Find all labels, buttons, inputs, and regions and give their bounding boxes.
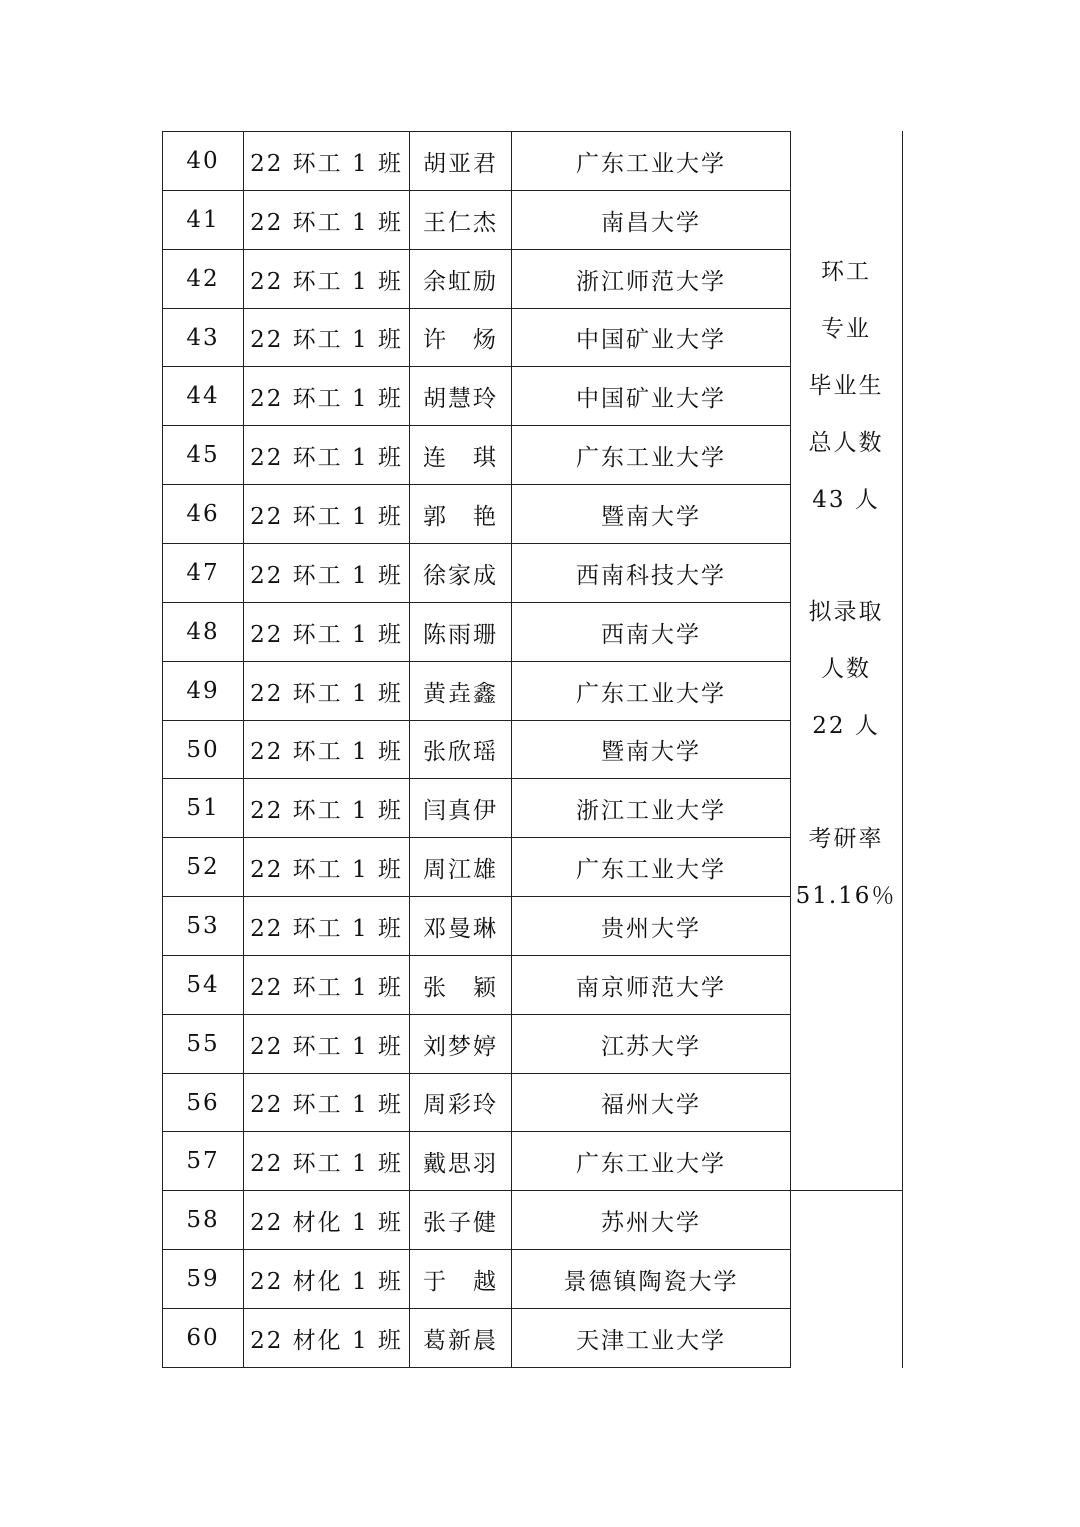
class-name: 22 环工 1 班 <box>250 739 403 765</box>
major-summary-line: 毕业生 <box>808 373 884 399</box>
row-number: 40 <box>186 148 220 174</box>
student-name: 张 颖 <box>423 974 498 1001</box>
class-name: 22 环工 1 班 <box>250 1150 403 1177</box>
row-number: 52 <box>186 854 220 880</box>
row-number: 57 <box>186 1148 220 1174</box>
class-name: 22 环工 1 班 <box>250 1033 403 1060</box>
class-name: 22 环工 1 班 <box>250 503 403 530</box>
student-name: 于 越 <box>423 1268 498 1295</box>
admitted-school: 浙江工业大学 <box>576 797 726 824</box>
student-name: 张子健 <box>423 1209 498 1236</box>
admitted-school: 贵州大学 <box>601 915 701 942</box>
student-name: 余虹励 <box>423 268 498 295</box>
row-number: 51 <box>186 795 220 821</box>
class-name: 22 环工 1 班 <box>250 327 403 353</box>
major-summary <box>790 244 902 529</box>
admitted-school: 浙江师范大学 <box>576 268 726 295</box>
row-number: 59 <box>186 1266 220 1292</box>
row-number: 47 <box>186 560 220 586</box>
admitted-school: 中国矿业大学 <box>576 385 726 412</box>
student-name: 胡亚君 <box>423 150 498 177</box>
admitted-school: 景德镇陶瓷大学 <box>563 1268 739 1295</box>
class-name: 22 环工 1 班 <box>250 268 403 295</box>
class-name: 22 环工 1 班 <box>250 856 403 883</box>
row-number: 45 <box>186 442 220 468</box>
admitted-school: 广东工业大学 <box>576 150 726 177</box>
rate-summary <box>790 811 902 925</box>
class-name: 22 环工 1 班 <box>250 444 403 471</box>
student-name: 戴思羽 <box>423 1150 498 1177</box>
row-number: 42 <box>186 266 220 292</box>
student-name: 王仁杰 <box>423 209 498 236</box>
row-number: 56 <box>186 1089 220 1116</box>
student-name: 刘梦婷 <box>423 1033 498 1060</box>
student-name: 张欣瑶 <box>423 739 498 765</box>
class-name: 22 环工 1 班 <box>250 680 403 707</box>
row-number: 48 <box>186 619 220 645</box>
graduate-count: 43 人 <box>812 487 880 513</box>
class-name: 22 环工 1 班 <box>250 150 403 177</box>
student-name: 周彩玲 <box>423 1092 498 1118</box>
row-number: 60 <box>186 1325 220 1351</box>
admitted-school: 广东工业大学 <box>576 856 726 883</box>
student-name: 胡慧玲 <box>423 385 498 412</box>
row-number: 43 <box>186 324 220 351</box>
class-name: 22 环工 1 班 <box>250 974 403 1001</box>
admitted-school: 广东工业大学 <box>576 1150 726 1177</box>
row-number: 49 <box>186 678 220 704</box>
admitted-school: 广东工业大学 <box>576 444 726 471</box>
row-number: 44 <box>186 383 220 409</box>
admission-count: 22 人 <box>812 713 880 739</box>
admitted-school: 苏州大学 <box>601 1209 701 1236</box>
row-number: 53 <box>186 913 220 939</box>
admitted-school: 福州大学 <box>601 1092 701 1118</box>
student-name: 徐家成 <box>423 562 498 589</box>
student-name: 许 炀 <box>423 327 498 353</box>
table-outer-rule <box>902 131 903 1368</box>
student-name: 郭 艳 <box>423 503 498 530</box>
admitted-school: 天津工业大学 <box>576 1327 726 1354</box>
class-name: 22 环工 1 班 <box>250 621 403 648</box>
rate-summary-label: 考研率 <box>808 826 884 852</box>
group-separator-rule <box>790 1190 903 1191</box>
admitted-school: 江苏大学 <box>601 1033 701 1060</box>
admission-summary-line: 人数 <box>821 656 871 682</box>
admitted-school: 暨南大学 <box>601 739 701 765</box>
admitted-school: 广东工业大学 <box>576 680 726 707</box>
major-summary-line: 总人数 <box>808 430 884 456</box>
table-horizontal-rule <box>162 1367 791 1368</box>
class-name: 22 材化 1 班 <box>250 1327 403 1354</box>
rate-value: 51.16％ <box>795 883 897 909</box>
admission-summary-line: 拟录取 <box>808 599 884 625</box>
row-number: 58 <box>186 1207 220 1233</box>
class-name: 22 环工 1 班 <box>250 385 403 412</box>
row-number: 54 <box>186 972 220 998</box>
row-number: 41 <box>186 207 220 233</box>
major-summary-line: 环工 <box>821 259 871 285</box>
admitted-school: 中国矿业大学 <box>576 327 726 353</box>
class-name: 22 环工 1 班 <box>250 915 403 942</box>
student-name: 周江雄 <box>423 856 498 883</box>
row-number: 46 <box>186 501 220 527</box>
class-name: 22 环工 1 班 <box>250 1092 403 1118</box>
admission-summary <box>790 584 902 755</box>
student-name: 邓曼琳 <box>423 915 498 942</box>
row-number: 55 <box>186 1031 220 1057</box>
admitted-school: 西南科技大学 <box>576 562 726 589</box>
student-name: 闫真伊 <box>423 797 498 824</box>
class-name: 22 环工 1 班 <box>250 562 403 589</box>
student-name: 黄垚鑫 <box>423 680 498 707</box>
admitted-school: 暨南大学 <box>601 503 701 530</box>
admitted-school: 南昌大学 <box>601 209 701 236</box>
student-name: 葛新晨 <box>423 1327 498 1354</box>
admitted-school: 南京师范大学 <box>576 974 726 1001</box>
student-name: 连 琪 <box>423 444 498 471</box>
class-name: 22 材化 1 班 <box>250 1268 403 1295</box>
class-name: 22 环工 1 班 <box>250 797 403 824</box>
class-name: 22 材化 1 班 <box>250 1209 403 1236</box>
admitted-school: 西南大学 <box>601 621 701 648</box>
major-summary-line: 专业 <box>821 316 871 342</box>
class-name: 22 环工 1 班 <box>250 209 403 236</box>
row-number: 50 <box>186 736 220 763</box>
student-name: 陈雨珊 <box>423 621 498 648</box>
